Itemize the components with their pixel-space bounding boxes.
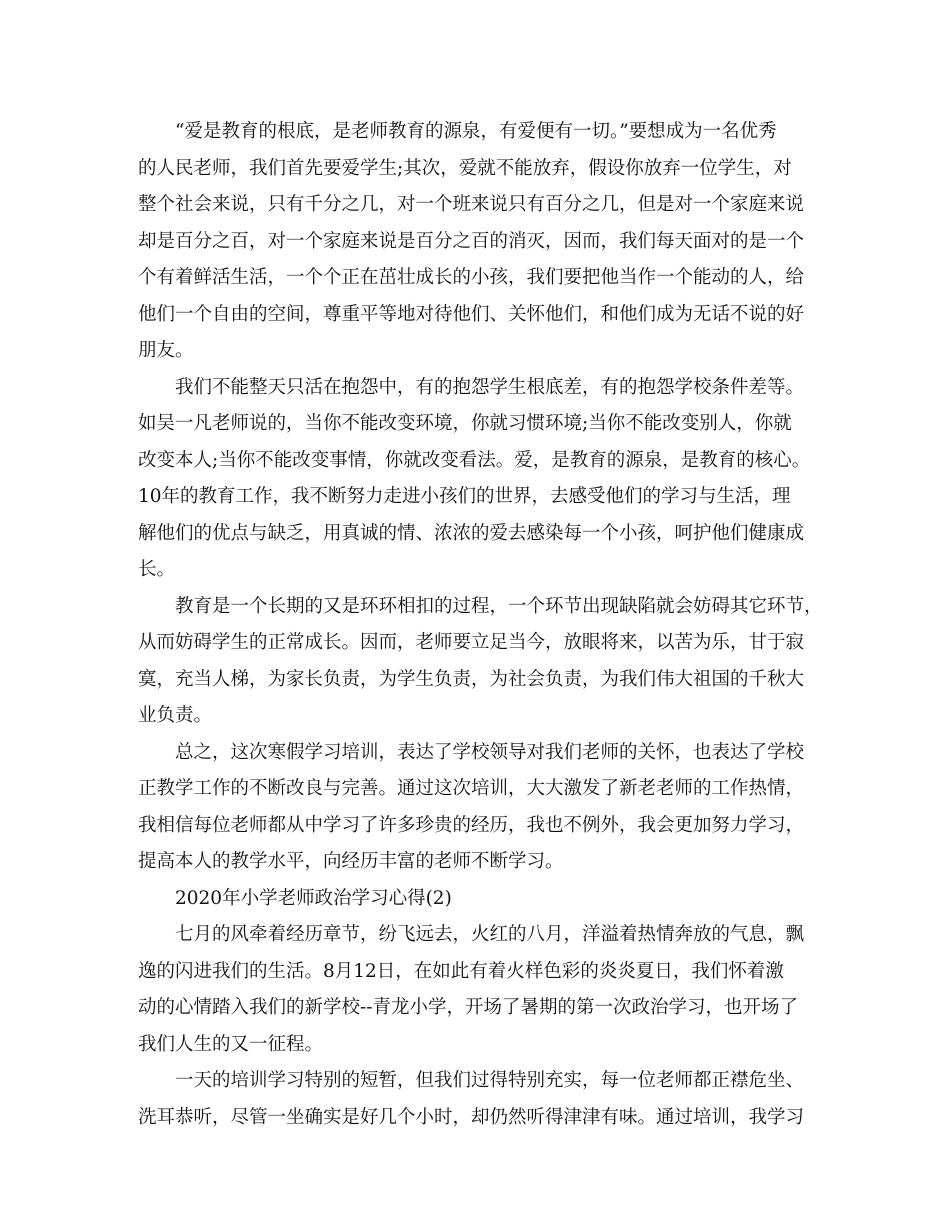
text-line: 如吴一凡老师说的，当你不能改变环境，你就习惯环境;当你不能改变别人，你就 [138, 413, 792, 434]
text-line: 的人民老师，我们首先要爱学生;其次，爱就不能放弃，假设你放弃一位学生，对 [138, 157, 792, 179]
text-line: 寞，充当人梯，为家长负责，为学生负责，为社会负责，为我们伟大祖国的千秋大 [138, 668, 805, 690]
text-line: 一天的培训学习特别的短暂，但我们过得特别充实，每一位老师都正襟危坐、 [175, 1070, 805, 1091]
text-line: “爱是教育的根底，是老师教育的源泉，有爱便有一切。”要想成为一名优秀 [175, 121, 777, 142]
text-line: 解他们的优点与缺乏，用真诚的情、浓浓的爱去感染每一个小孩，呵护他们健康成 [138, 522, 805, 544]
document-body [138, 114, 823, 1136]
text-line: 七月的风牵着经历章节，纷飞远去，火红的八月，洋溢着热情奔放的气息，飘 [175, 924, 805, 945]
text-line: 洗耳恭听，尽管一坐确实是好几个小时，却仍然听得津津有味。通过培训，我学习 [138, 1106, 805, 1128]
text-line: 他们一个自由的空间，尊重平等地对待他们、关怀他们，和他们成为无话不说的好 [138, 303, 805, 325]
text-line: 从而妨碍学生的正常成长。因而，老师要立足当今，放眼将来，以苦为乐，甘于寂 [138, 632, 805, 653]
text-line: 朋友。 [138, 340, 194, 361]
section-title: 2020年小学老师政治学习心得(2) [175, 887, 452, 909]
text-line: 个有着鲜活生活，一个个正在茁壮成长的小孩，我们要把他当作一个能动的人，给 [138, 267, 805, 288]
text-line: 总之，这次寒假学习培训，表达了学校领导对我们老师的关怀，也表达了学校 [175, 741, 805, 763]
paragraph-1 [138, 114, 805, 370]
paragraph-3 [138, 589, 823, 735]
text-line: 改变本人;当你不能改变事情，你就改变看法。爱，是教育的源泉，是教育的核心。 [138, 449, 811, 471]
paragraph-2 [138, 370, 811, 589]
text-line: 动的心情踏入我们的新学校--青龙小学，开场了暑期的第一次政治学习，也开场了 [138, 997, 799, 1018]
text-line: 逸的闪进我们的生活。8月12日，在如此有着火样色彩的炎炎夏日，我们怀着激 [138, 960, 784, 982]
paragraph-5 [138, 917, 805, 1063]
text-line: 10年的教育工作，我不断努力走进小孩们的世界，去感受他们的学习与生活，理 [138, 486, 791, 507]
section-heading [138, 881, 798, 918]
paragraph-6 [138, 1063, 805, 1136]
text-line: 业负责。 [138, 705, 213, 726]
text-line: 整个社会来说，只有千分之几，对一个班来说只有百分之几，但是对一个家庭来说 [138, 194, 805, 215]
text-line: 我们不能整天只活在抱怨中，有的抱怨学生根底差，有的抱怨学校条件差等。 [175, 376, 805, 398]
text-line: 却是百分之百，对一个家庭来说是百分之百的消灭，因而，我们每天面对的是一个 [138, 230, 805, 252]
text-line: 教育是一个长期的又是环环相扣的过程，一个环节出现缺陷就会妨碍其它环节， [175, 595, 823, 617]
paragraph-4 [138, 735, 805, 881]
text-line: 我们人生的又一征程。 [138, 1033, 324, 1055]
text-line: 提高本人的教学水平，向经历丰富的老师不断学习。 [138, 851, 564, 872]
text-line: 我相信每位老师都从中学习了许多珍贵的经历，我也不例外，我会更加努力学习， [138, 814, 805, 836]
text-line: 正教学工作的不断改良与完善。通过这次培训，大大激发了新老老师的工作热情， [138, 778, 805, 799]
text-line: 长。 [138, 559, 176, 580]
